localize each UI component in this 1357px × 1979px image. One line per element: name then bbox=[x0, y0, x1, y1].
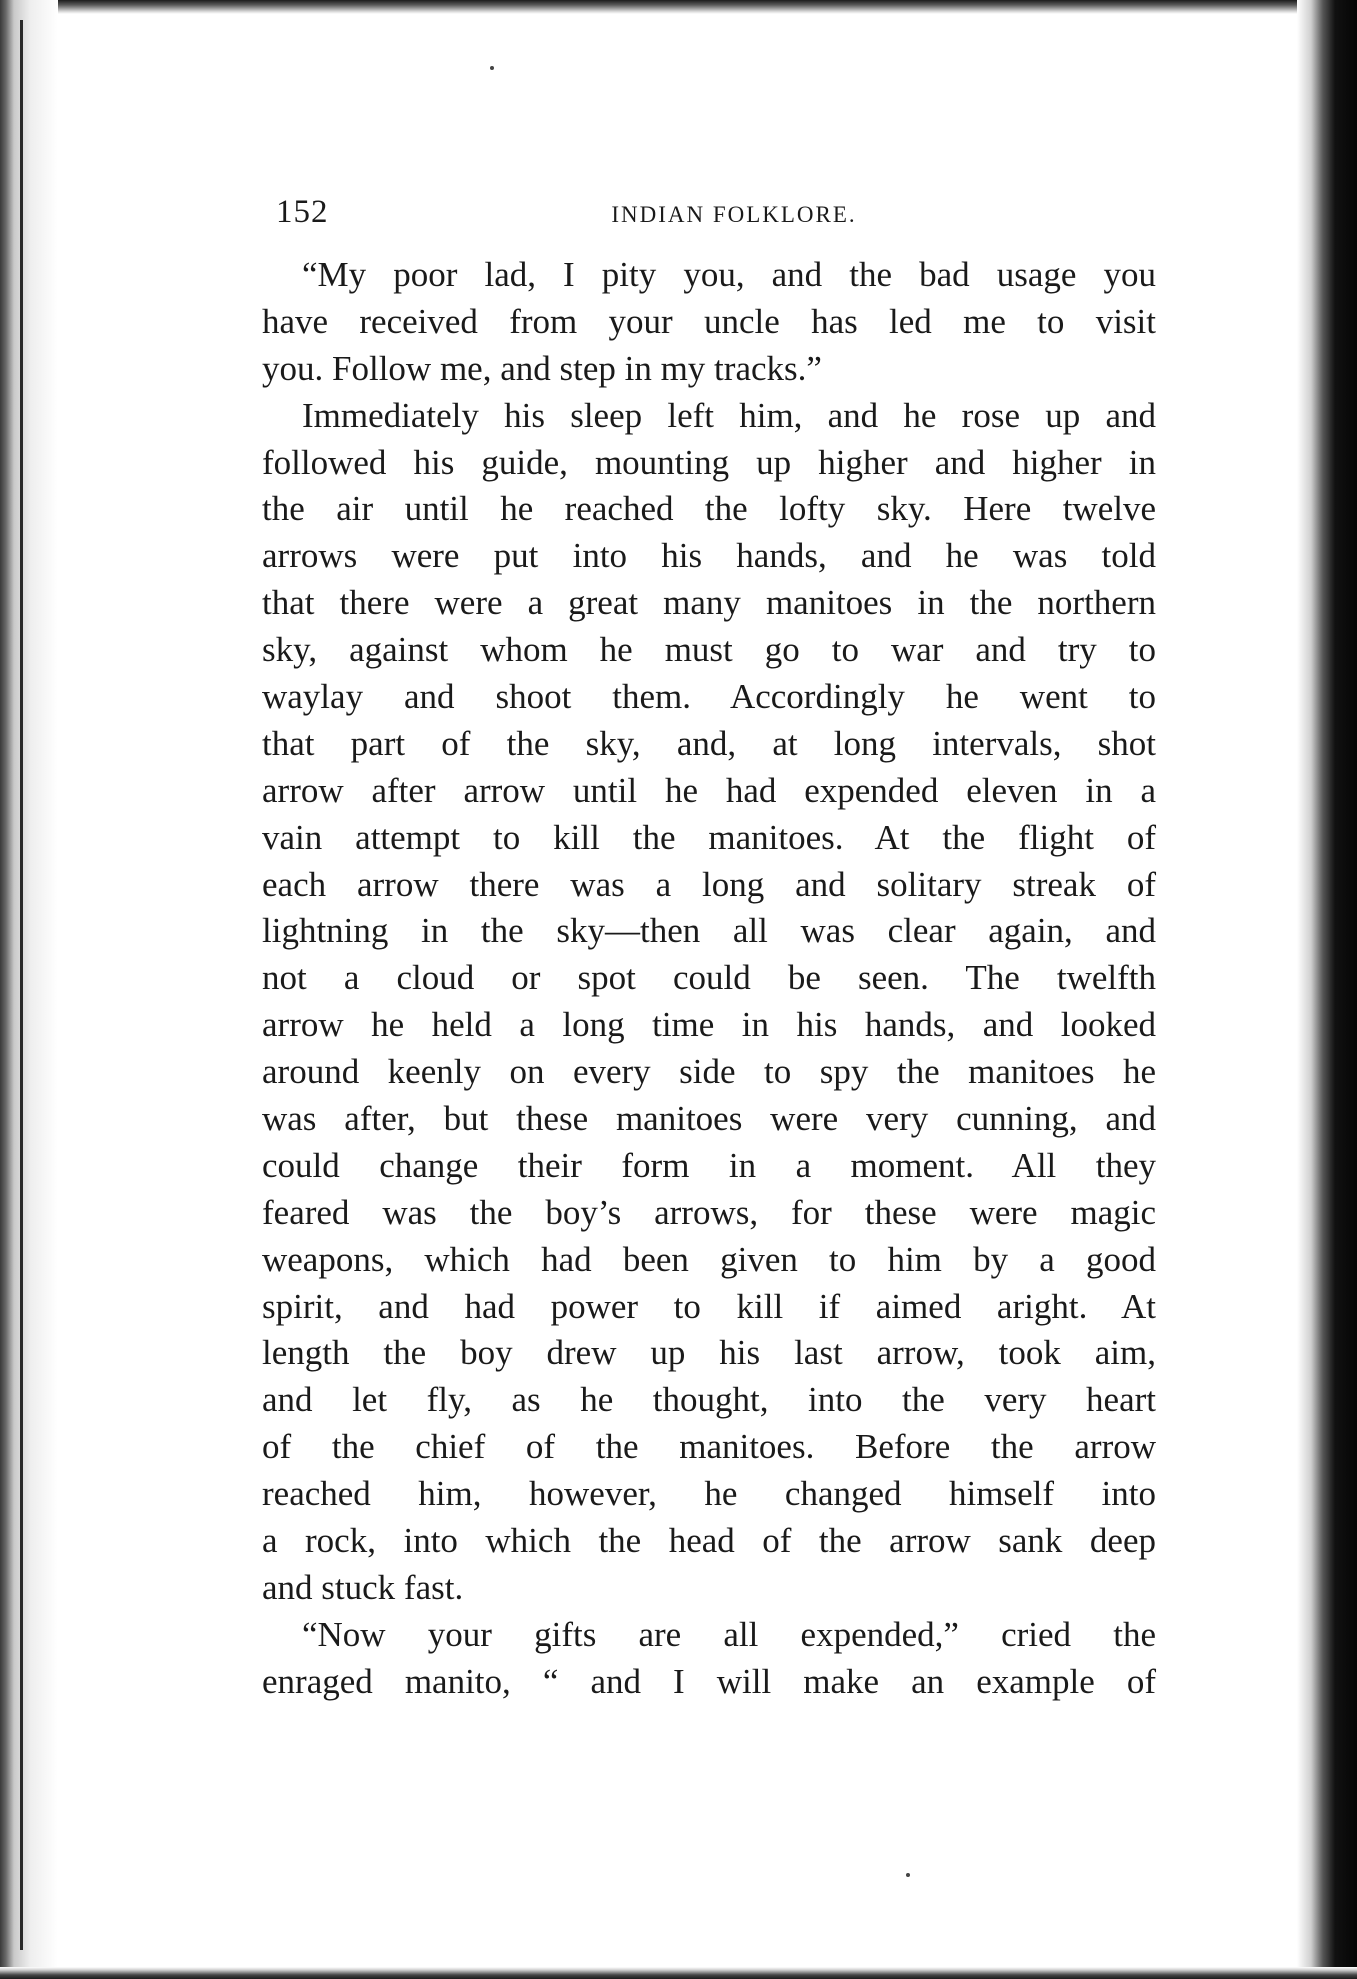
text-line: not a cloud or spot could be seen. The twelfth bbox=[262, 958, 1156, 998]
scan-edge-right bbox=[1297, 0, 1357, 1979]
scan-edge-left bbox=[0, 0, 58, 1979]
text-line: weapons, which had been given to him by a good bbox=[262, 1239, 1156, 1279]
text-line: “My poor lad, I pity you, and the bad usage you bbox=[302, 255, 1156, 294]
text-line: you. Follow me, and step in my tracks.” bbox=[262, 348, 822, 388]
text-line: reached him, however, he changed himself into bbox=[262, 1474, 1156, 1514]
scan-binding-line bbox=[20, 20, 23, 1950]
scan-edge-bottom bbox=[0, 1967, 1357, 1979]
text-line: that there were a great many manitoes in the northern bbox=[262, 583, 1156, 623]
text-line: followed his guide, mounting up higher and higher in bbox=[262, 442, 1156, 482]
text-line: enraged manito, “ and I will make an example of bbox=[262, 1661, 1156, 1701]
text-line: that part of the sky, and, at long intervals, shot bbox=[262, 723, 1156, 763]
scan-edge-top bbox=[0, 0, 1357, 14]
text-line: Immediately his sleep left him, and he rose up and bbox=[302, 395, 1156, 435]
text-line: and let fly, as he thought, into the very heart bbox=[262, 1380, 1156, 1420]
text-line: length the boy drew up his last arrow, took aim, bbox=[262, 1333, 1156, 1373]
text-line: of the chief of the manitoes. Before the arrow bbox=[262, 1427, 1156, 1467]
text-line: a rock, into which the head of the arrow sank deep bbox=[262, 1521, 1156, 1561]
text-line: arrow after arrow until he had expended eleven in a bbox=[262, 770, 1156, 810]
text-line: was after, but these manitoes were very cunning, and bbox=[262, 1099, 1156, 1139]
text-line: “Now your gifts are all expended,” cried the bbox=[302, 1614, 1156, 1654]
text-line: arrows were put into his hands, and he was told bbox=[262, 536, 1156, 576]
text-line: feared was the boy’s arrows, for these were magic bbox=[262, 1192, 1156, 1232]
text-line: and stuck fast. bbox=[262, 1567, 464, 1607]
text-line: vain attempt to kill the manitoes. At the flight of bbox=[262, 817, 1156, 857]
text-line: spirit, and had power to kill if aimed aright. At bbox=[262, 1286, 1156, 1326]
scan-speck bbox=[490, 66, 494, 70]
text-line: have received from your uncle has led me to visit bbox=[262, 301, 1156, 341]
scan-speck bbox=[906, 1873, 910, 1877]
body-text bbox=[262, 252, 1156, 1706]
book-page bbox=[262, 188, 1156, 1706]
running-title: INDIAN FOLKLORE. bbox=[611, 202, 857, 227]
text-line: sky, against whom he must go to war and try to bbox=[262, 630, 1156, 670]
running-head bbox=[262, 188, 1156, 236]
text-line: the air until he reached the lofty sky. Here twelve bbox=[262, 489, 1156, 529]
text-line: waylay and shoot them. Accordingly he went to bbox=[262, 677, 1156, 717]
page-number: 152 bbox=[276, 194, 329, 230]
text-line: lightning in the sky—then all was clear again, and bbox=[262, 911, 1156, 951]
text-line: each arrow there was a long and solitary streak of bbox=[262, 864, 1156, 904]
text-line: around keenly on every side to spy the manitoes he bbox=[262, 1052, 1156, 1092]
text-line: arrow he held a long time in his hands, and looked bbox=[262, 1005, 1156, 1045]
text-line: could change their form in a moment. All they bbox=[262, 1145, 1156, 1185]
